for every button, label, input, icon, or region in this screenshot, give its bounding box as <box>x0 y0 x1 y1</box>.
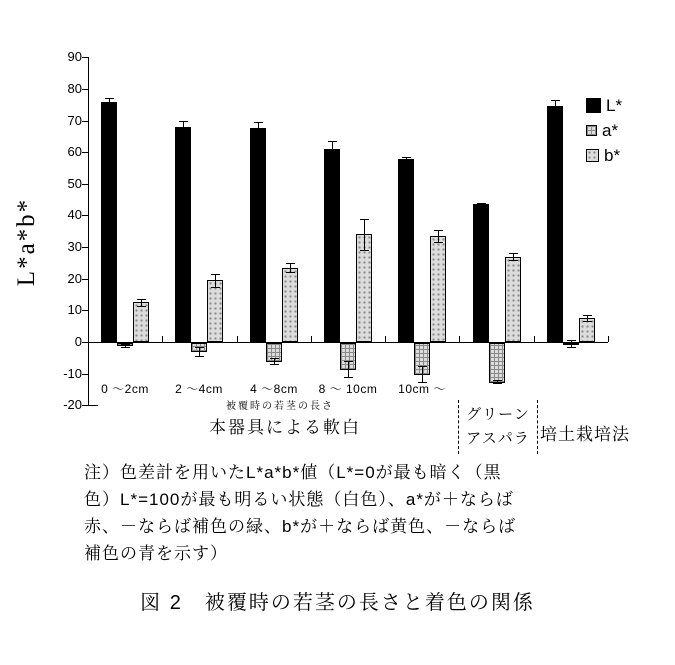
error-bar-cap-top <box>137 299 146 300</box>
error-bar-cap-bottom <box>137 306 146 307</box>
error-bar-cap-top <box>195 347 204 348</box>
green-asparagus-box <box>458 400 538 454</box>
legend-swatch-a-star-icon <box>586 125 597 136</box>
y-tick <box>82 184 88 185</box>
error-bar-cap-top <box>551 100 560 101</box>
y-tick <box>82 310 88 311</box>
legend-swatch-l-star-icon <box>586 98 601 113</box>
error-bar-cap-bottom <box>211 287 220 288</box>
legend <box>586 97 622 164</box>
section-label-device-blanching: 本器具による軟白 <box>209 418 361 437</box>
bar-Lstar-group1 <box>101 102 117 342</box>
error-bar-line <box>258 122 259 135</box>
error-bar-line <box>348 361 349 377</box>
bar-bstar-group1 <box>133 302 149 342</box>
note-text <box>84 459 604 567</box>
y-tick-label: 40 <box>67 207 82 222</box>
error-bar-cap-bottom <box>551 113 560 114</box>
error-bar-cap-top <box>402 157 411 158</box>
note-line-1: 注）色差計を用いたL*a*b*値（L*=0が最も暗く（黒 <box>84 463 502 482</box>
y-tick <box>82 89 88 90</box>
green-asparagus-line1: グリーン <box>466 406 530 423</box>
error-bar-cap-bottom <box>328 157 337 158</box>
error-bar-line <box>290 263 291 272</box>
error-bar-cap-bottom <box>402 160 411 161</box>
bar-astar-group6 <box>489 343 505 383</box>
legend-label-b-star: b* <box>604 146 621 165</box>
x-tick <box>311 336 312 342</box>
x-category-label: 8 ～ 10cm <box>318 382 378 396</box>
y-tick-label: 90 <box>67 49 82 64</box>
error-bar-line <box>141 299 142 306</box>
error-bar-cap-bottom <box>493 383 502 384</box>
error-bar-cap-top <box>344 361 353 362</box>
y-tick <box>82 279 88 280</box>
error-bar-cap-bottom <box>121 347 130 348</box>
y-tick <box>82 57 88 58</box>
error-bar-cap-top <box>270 358 279 359</box>
x-tick <box>534 336 535 342</box>
note-line-4: 補色の青を示す） <box>84 544 228 563</box>
x-tick <box>162 336 163 342</box>
error-bar-cap-bottom <box>477 206 486 207</box>
y-axis-line <box>88 57 89 406</box>
x-tick <box>608 336 609 342</box>
error-bar-cap-bottom <box>360 250 369 251</box>
bar-Lstar-group3 <box>250 128 266 342</box>
error-bar-cap-bottom <box>195 356 204 357</box>
y-tick-label: -20 <box>63 397 82 412</box>
y-tick-label: 10 <box>67 302 82 317</box>
bar-Lstar-group6 <box>473 204 489 342</box>
bar-Lstar-group7 <box>547 106 563 342</box>
legend-entry-b-star <box>586 147 622 164</box>
y-tick <box>82 405 88 406</box>
error-bar-cap-bottom <box>344 377 353 378</box>
error-bar-line <box>199 347 200 356</box>
error-bar-line <box>215 274 216 287</box>
note-line-3: 赤、－ならば補色の緑、b*が＋ならば黄色、－ならば <box>84 517 517 536</box>
section-label-soil-cultivation: 培土栽培法 <box>540 425 630 444</box>
error-bar-cap-top <box>418 366 427 367</box>
note-line-2: 色）L*=100が最も明るい状態（白色）、a*が＋ならば <box>84 490 514 509</box>
error-bar-cap-top <box>583 315 592 316</box>
bar-bstar-group3 <box>282 268 298 342</box>
error-bar-cap-top <box>360 219 369 220</box>
bar-Lstar-group4 <box>324 149 340 342</box>
x-category-label: 0 ～2cm <box>101 382 149 396</box>
x-axis-bottom-stub <box>88 405 98 406</box>
error-bar-cap-bottom <box>509 260 518 261</box>
bar-bstar-group2 <box>207 280 223 342</box>
y-tick-label: 80 <box>67 81 82 96</box>
y-tick-label: 20 <box>67 271 82 286</box>
error-bar-cap-bottom <box>179 133 188 134</box>
bar-bstar-group6 <box>505 257 521 342</box>
error-bar-line <box>183 121 184 133</box>
error-bar-line <box>109 98 110 105</box>
error-bar-cap-bottom <box>286 272 295 273</box>
error-bar-line <box>438 230 439 242</box>
y-tick-label: 30 <box>67 239 82 254</box>
y-tick-label: -10 <box>63 366 82 381</box>
error-bar-cap-top <box>493 380 502 381</box>
error-bar-cap-top <box>328 141 337 142</box>
legend-entry-l-star <box>586 97 622 114</box>
y-axis-title: L*a*b* <box>13 197 40 287</box>
y-tick <box>82 152 88 153</box>
error-bar-cap-top <box>121 344 130 345</box>
bar-Lstar-group2 <box>175 127 191 342</box>
x-category-label: 2 ～4cm <box>175 382 223 396</box>
green-asparagus-line2: アスパラ <box>466 430 530 447</box>
bar-Lstar-group5 <box>398 159 414 342</box>
error-bar-cap-top <box>105 98 114 99</box>
y-tick-label: 0 <box>74 334 82 349</box>
legend-swatch-b-star-icon <box>586 149 599 162</box>
error-bar-cap-top <box>567 340 576 341</box>
x-category-label: 10cm ～ <box>398 382 446 396</box>
error-bar-cap-top <box>509 253 518 254</box>
error-bar-cap-bottom <box>567 347 576 348</box>
error-bar-line <box>555 100 556 113</box>
error-bar-cap-top <box>179 121 188 122</box>
x-tick <box>237 336 238 342</box>
bar-bstar-group5 <box>430 236 446 342</box>
error-bar-line <box>571 340 572 347</box>
x-tick <box>459 336 460 342</box>
y-tick-label: 70 <box>67 113 82 128</box>
legend-label-a-star: a* <box>602 121 619 140</box>
error-bar-cap-top <box>434 230 443 231</box>
error-bar-line <box>513 253 514 260</box>
y-tick <box>82 215 88 216</box>
error-bar-cap-bottom <box>270 364 279 365</box>
y-tick-label: 60 <box>67 144 82 159</box>
x-tick <box>385 336 386 342</box>
error-bar-cap-top <box>254 122 263 123</box>
figure-caption: 図 2 被覆時の若茎の長さと着色の関係 <box>140 592 535 614</box>
y-tick <box>82 374 88 375</box>
y-tick <box>82 247 88 248</box>
error-bar-cap-top <box>477 203 486 204</box>
legend-entry-a-star <box>586 122 622 139</box>
y-tick <box>82 342 88 343</box>
error-bar-cap-top <box>286 263 295 264</box>
error-bar-line <box>332 141 333 157</box>
error-bar-cap-bottom <box>583 321 592 322</box>
error-bar-cap-top <box>211 274 220 275</box>
x-category-label: 4 ～8cm <box>250 382 298 396</box>
error-bar-line <box>364 219 365 250</box>
x-axis-title: 被覆時の若茎の長さ <box>226 401 334 412</box>
y-tick-label: 50 <box>67 176 82 191</box>
error-bar-cap-bottom <box>434 242 443 243</box>
error-bar-cap-bottom <box>254 135 263 136</box>
y-tick <box>82 121 88 122</box>
legend-label-l-star: L* <box>606 96 623 115</box>
error-bar-cap-bottom <box>105 105 114 106</box>
